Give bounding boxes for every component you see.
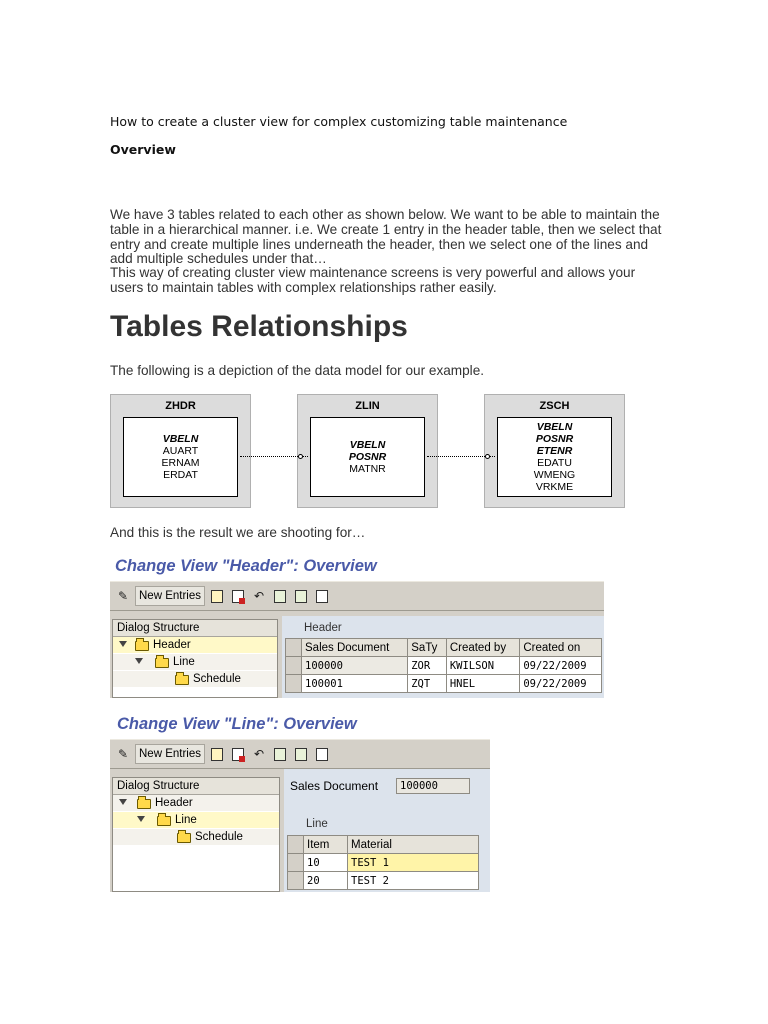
tree-item-line[interactable]: [113, 654, 277, 671]
field: EDATU: [537, 457, 572, 469]
line-grid-area: [284, 769, 490, 892]
key-field: POSNR: [348, 451, 387, 463]
row-selector[interactable]: [286, 675, 302, 693]
entity-fields: [123, 417, 238, 497]
field: ERNAM: [161, 457, 200, 469]
dialog-structure: [112, 777, 280, 892]
tree-label: Line: [173, 656, 195, 668]
select-all-cell[interactable]: [288, 836, 304, 854]
field: ERDAT: [163, 469, 198, 481]
folder-icon: [177, 833, 191, 843]
field: AUART: [162, 445, 199, 457]
copy-icon[interactable]: [208, 587, 226, 605]
entity-name: ZLIN: [355, 400, 380, 412]
entity-name: ZSCH: [539, 400, 570, 412]
key-field: VBELN: [536, 421, 573, 433]
tree-label: Schedule: [195, 831, 243, 843]
tree-label: Header: [155, 797, 193, 809]
select-block-icon[interactable]: [292, 587, 310, 605]
col-created-by[interactable]: Created by: [446, 639, 520, 657]
new-entries-button[interactable]: New Entries: [135, 744, 205, 764]
delete-icon[interactable]: [229, 587, 247, 605]
relation-end: [485, 454, 490, 459]
tree-item-line[interactable]: [113, 812, 279, 829]
result-paragraph: And this is the result we are shooting for…: [110, 525, 366, 540]
grid-title: Header: [304, 622, 342, 634]
tree-label: Line: [175, 814, 197, 826]
deselect-all-icon[interactable]: [313, 745, 331, 763]
folder-icon: [175, 675, 189, 685]
key-field: VBELN: [162, 433, 199, 445]
sales-document-label: Sales Document: [290, 779, 379, 793]
er-diagram: [110, 394, 626, 508]
tree-label: Header: [153, 639, 191, 651]
select-all-cell[interactable]: [286, 639, 302, 657]
cell-saty[interactable]: ZOR: [408, 657, 447, 675]
folder-icon: [137, 799, 151, 809]
table-row: [288, 854, 479, 872]
folder-icon: [155, 658, 169, 668]
entity-zhdr: [110, 394, 251, 508]
entity-name: ZHDR: [165, 400, 196, 412]
undo-icon[interactable]: ↶: [253, 747, 265, 761]
cell-item[interactable]: 10: [304, 854, 348, 872]
screen1-toolbar: [110, 581, 604, 611]
cell-sales-document[interactable]: 100001: [302, 675, 408, 693]
cell-created-by[interactable]: KWILSON: [446, 657, 520, 675]
col-material[interactable]: Material: [348, 836, 479, 854]
intro-paragraph: We have 3 tables related to each other as shown below. We want to be able to maintain the table in a hierarchical manner. i.e. We create 1 entry in the header table, then we select that entry and create multiple lines underneath the header, then we select one of the lines and add multiple schedules under that…: [110, 207, 662, 267]
entity-fields: [310, 417, 425, 497]
key-field: ETENR: [536, 445, 573, 457]
edit-glasses-icon[interactable]: ✎: [117, 589, 129, 603]
copy-icon[interactable]: [208, 745, 226, 763]
doc-title: How to create a cluster view for complex customizing table maintenance: [110, 114, 568, 129]
col-created-on[interactable]: Created on: [520, 639, 602, 657]
table-header-row: [288, 836, 479, 854]
cell-created-by[interactable]: HNEL: [446, 675, 520, 693]
edit-glasses-icon[interactable]: ✎: [117, 747, 129, 761]
folder-icon: [157, 816, 171, 826]
depiction-paragraph: The following is a depiction of the data model for our example.: [110, 363, 485, 378]
undo-icon[interactable]: ↶: [253, 589, 265, 603]
expand-icon[interactable]: [119, 799, 127, 805]
relation-end: [298, 454, 303, 459]
field: VRKME: [535, 481, 574, 493]
expand-icon[interactable]: [135, 658, 143, 664]
col-saty[interactable]: SaTy: [408, 639, 447, 657]
dialog-structure-title: Dialog Structure: [113, 778, 279, 795]
dialog-structure-title: Dialog Structure: [113, 620, 277, 637]
expand-icon[interactable]: [119, 641, 127, 647]
benefit-paragraph: This way of creating cluster view maintenance screens is very powerful and allows your users to maintain tables with complex relationships rather easily.: [110, 265, 636, 295]
table-row: [286, 675, 602, 693]
section-heading: Tables Relationships: [110, 310, 408, 343]
field: WMENG: [533, 469, 576, 481]
select-block-icon[interactable]: [292, 745, 310, 763]
header-grid-area: [282, 616, 604, 698]
tree-item-header[interactable]: [113, 637, 277, 654]
tree-item-schedule[interactable]: [113, 829, 279, 846]
screen2-title: Change View "Line": Overview: [117, 715, 357, 733]
delete-icon[interactable]: [229, 745, 247, 763]
new-entries-button[interactable]: New Entries: [135, 586, 205, 606]
cell-created-on[interactable]: 09/22/2009: [520, 657, 602, 675]
row-selector[interactable]: [288, 872, 304, 890]
tree-item-header[interactable]: [113, 795, 279, 812]
table-header-row: [286, 639, 602, 657]
folder-icon: [135, 641, 149, 651]
entity-fields: [497, 417, 612, 497]
cell-saty[interactable]: ZQT: [408, 675, 447, 693]
key-field: POSNR: [535, 433, 574, 445]
row-selector[interactable]: [288, 854, 304, 872]
tree-label: Schedule: [193, 673, 241, 685]
cell-material[interactable]: TEST 2: [348, 872, 479, 890]
cell-created-on[interactable]: 09/22/2009: [520, 675, 602, 693]
grid-title: Line: [306, 818, 328, 830]
table-row: [286, 657, 602, 675]
select-all-icon[interactable]: [271, 745, 289, 763]
entity-zsch: [484, 394, 625, 508]
cell-item[interactable]: 20: [304, 872, 348, 890]
dialog-structure: [112, 619, 278, 698]
col-sales-document[interactable]: Sales Document: [302, 639, 408, 657]
field: MATNR: [349, 463, 386, 475]
header-table: [285, 638, 602, 693]
cell-material[interactable]: TEST 1: [348, 854, 479, 872]
sales-document-field: 100000: [396, 778, 470, 794]
row-selector[interactable]: [286, 657, 302, 675]
key-field: VBELN: [349, 439, 386, 451]
expand-icon[interactable]: [137, 816, 145, 822]
screen2-body: [110, 769, 490, 892]
tree-item-schedule[interactable]: [113, 671, 277, 688]
screen1-body: [110, 611, 604, 698]
cell-sales-document[interactable]: 100000: [302, 657, 408, 675]
overview-heading: Overview: [110, 142, 176, 157]
select-all-icon[interactable]: [271, 587, 289, 605]
entity-zlin: [297, 394, 438, 508]
line-table: [287, 835, 479, 890]
screen2-toolbar: [110, 739, 490, 769]
deselect-all-icon[interactable]: [313, 587, 331, 605]
screen1-title: Change View "Header": Overview: [115, 557, 377, 575]
table-row: [288, 872, 479, 890]
col-item[interactable]: Item: [304, 836, 348, 854]
